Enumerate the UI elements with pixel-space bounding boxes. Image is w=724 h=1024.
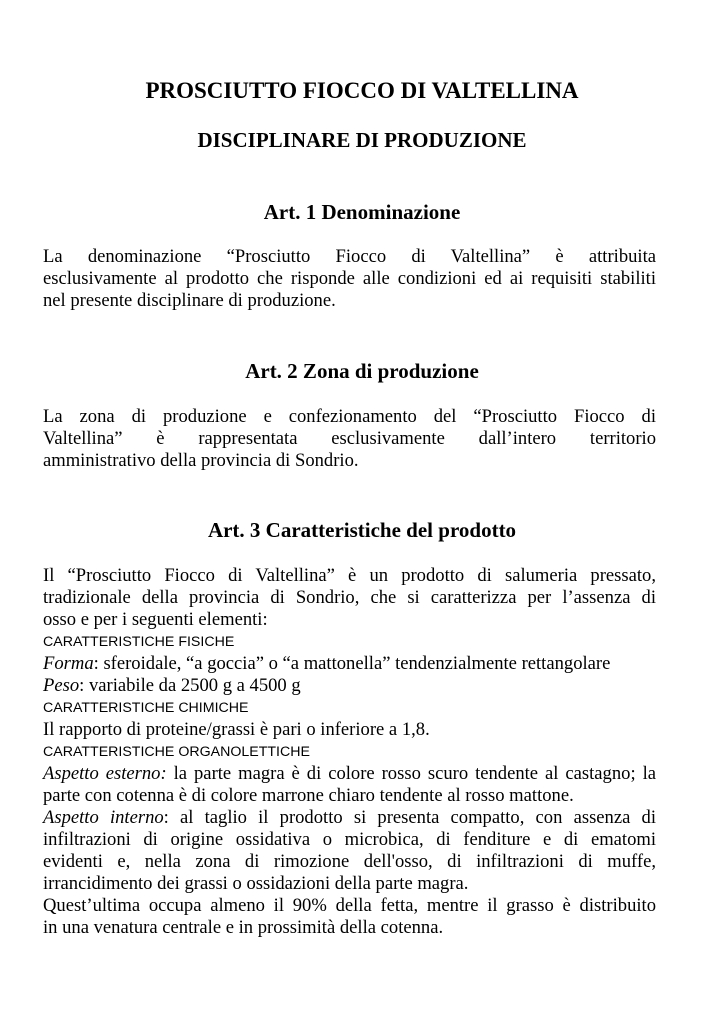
esterno-text: la parte magra è di colore rosso scuro tendente al castagno; la — [166, 763, 656, 784]
art1-line: nel presente disciplinare di produzione. — [43, 290, 336, 311]
art3-content — [43, 565, 656, 939]
art3-intro-line: osso e per i seguenti elementi: — [43, 609, 268, 630]
forma-label: Forma — [43, 653, 94, 674]
art1-line: La denominazione “Prosciutto Fiocco di Valtellina” è attribuita — [43, 246, 656, 267]
esterno-line: parte con cotenna è di colore marrone chiaro tendente al rosso mattone. — [43, 785, 574, 806]
document-subtitle: DISCIPLINARE DI PRODUZIONE — [197, 128, 527, 152]
art1-paragraph — [43, 246, 656, 312]
art2-line: amministrativo della provincia di Sondrio. — [43, 450, 359, 471]
interno-label: Aspetto interno — [43, 807, 164, 828]
esterno-label: Aspetto esterno: — [43, 763, 167, 784]
organolettiche-label: CARATTERISTICHE ORGANOLETTICHE — [43, 744, 310, 760]
closing-line: in una venatura centrale e in prossimità della cotenna. — [43, 917, 444, 938]
fisiche-label: CARATTERISTICHE FISICHE — [43, 634, 235, 650]
peso-text: : variabile da 2500 g a 4500 g — [79, 675, 301, 696]
chimiche-text: Il rapporto di proteine/grassi è pari o inferiore a 1,8. — [43, 719, 430, 740]
interno-line: evidenti e, nella zona di rimozione dell'osso, di infiltrazioni di muffe, — [43, 851, 656, 872]
interno-line: irrancidimento dei grassi o ossidazioni della parte magra. — [43, 873, 469, 894]
art2-line: Valtellina” è rappresentata esclusivamente dall’intero territorio — [43, 428, 656, 449]
peso-label: Peso — [43, 675, 80, 696]
interno-text: : al taglio il prodotto si presenta compatto, con assenza di — [163, 807, 656, 828]
esterno-row — [43, 763, 656, 785]
art3-intro-line: tradizionale della provincia di Sondrio, che si caratterizza per l’assenza di — [43, 587, 656, 608]
art2-paragraph — [43, 406, 656, 472]
chimiche-label: CARATTERISTICHE CHIMICHE — [43, 700, 249, 716]
art1-line: esclusivamente al prodotto che risponde alle condizioni ed ai requisiti stabiliti — [43, 268, 656, 289]
art3-heading: Art. 3 Caratteristiche del prodotto — [207, 518, 517, 542]
document-title: PROSCIUTTO FIOCCO DI VALTELLINA — [145, 78, 579, 103]
interno-row — [43, 807, 656, 829]
art3-intro-line: Il “Prosciutto Fiocco di Valtellina” è un prodotto di salumeria pressato, — [43, 565, 656, 586]
art2-heading: Art. 2 Zona di produzione — [245, 359, 479, 383]
art1-heading: Art. 1 Denominazione — [263, 200, 461, 224]
forma-row — [43, 653, 656, 675]
interno-line: infiltrazioni di origine ossidativa o microbica, di fenditure e di ematomi — [43, 829, 656, 850]
forma-text: : sferoidale, “a goccia” o “a mattonella” tendenzialmente rettangolare — [93, 653, 611, 674]
closing-line: Quest’ultima occupa almeno il 90% della fetta, mentre il grasso è distribuito — [43, 895, 656, 916]
peso-row — [43, 675, 656, 697]
art2-line: La zona di produzione e confezionamento del “Prosciutto Fiocco di — [43, 406, 656, 427]
